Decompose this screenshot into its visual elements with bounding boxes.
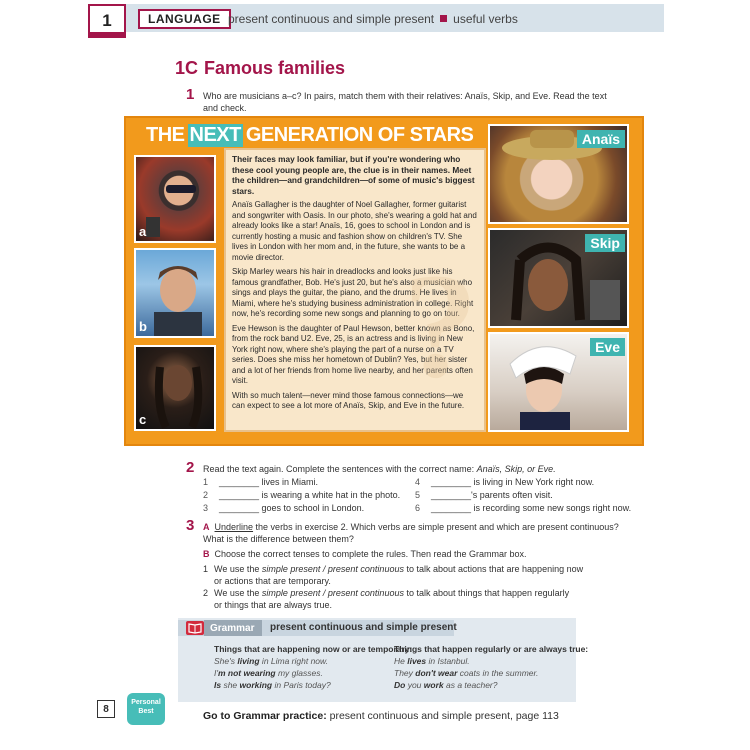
sentence-number: 3 <box>203 503 209 513</box>
exercise-2-names: Anaïs, Skip, or Eve. <box>476 464 556 474</box>
topic-1: present continuous and simple present <box>228 12 435 26</box>
example-text: you <box>405 680 424 690</box>
article-paragraph-3: Eve Hewson is the daughter of Paul Hewson, better known as Bono, from the rock band U2. Eve, 25, is an actress and is living in New York right now, where she's playing the part of a nurse on a TV series. Does she miss her hometown of Dublin? Yes, but her sister and a lot of her friends from home live nearby, and her parents often visit. <box>232 323 475 385</box>
grammar-example <box>214 668 323 678</box>
underline-word: Underline <box>214 522 254 532</box>
header-topics <box>228 12 518 26</box>
page-number: 8 <box>97 700 115 718</box>
article-paragraph-2: Skip Marley wears his hair in dreadlocks and looks just like his famous grandfather, Bob. He's just 20, but he's also a musician who sings and plays the guitar, the piano, and the drums. He lives in Miami, where he's studying business administration in college. Right now, he's recording some new songs and planning to go on tour. <box>232 267 474 318</box>
exercise-3a-line2: What is the difference between them? <box>203 534 354 544</box>
practice-text: present continuous and simple present, page 113 <box>326 710 559 722</box>
unit-number-text: 1 <box>102 11 112 30</box>
example-text: in Lima right now. <box>259 656 329 666</box>
rule-1-line2: or actions that are temporary. <box>214 576 331 586</box>
exercise-3a <box>203 521 619 533</box>
grammar-example <box>394 656 470 666</box>
rule-1[interactable] <box>203 563 583 575</box>
grammar-topic: present continuous and simple present <box>270 622 457 633</box>
book-glyph <box>186 621 204 635</box>
photo-c <box>134 345 216 431</box>
sentence-2[interactable] <box>203 490 400 500</box>
exercise-1-number: 1 <box>186 86 195 103</box>
square-bullet-icon <box>440 15 447 22</box>
exercise-3a-text: the verbs in exercise 2. Which verbs are simple present and which are present continuous? <box>253 522 619 532</box>
exercise-3b-label: B <box>203 549 210 559</box>
noel-portrait-icon <box>136 250 216 338</box>
grammar-col1-heading: Things that are happening now or are temporary: <box>214 644 413 654</box>
example-verb: Is <box>214 680 222 690</box>
rule-number: 2 <box>203 588 209 598</box>
grammar-example <box>394 680 498 690</box>
exercise-3a-label: A <box>203 522 210 532</box>
exercise-2-number: 2 <box>186 459 195 476</box>
headline-pre: THE <box>146 123 185 146</box>
example-verb: living <box>237 656 260 666</box>
sentence-text: ________ is recording some new songs right now. <box>431 503 632 513</box>
book-icon <box>186 621 204 635</box>
sentence-3[interactable] <box>203 503 364 513</box>
exercise-3b <box>203 548 527 560</box>
article-paragraph-1: Anaïs Gallagher is the daughter of Noel Gallagher, former guitarist and songwriter with Oasis. In our photo, she's wearing a gold hat and already looks like a star! Anaïs, 16, goes to school in London and is currently hosting a music and fashion show on children's TV. She lives in London with her mom and, in the future, she wants to be a movie director. <box>232 200 477 262</box>
sentence-text: ________ is living in New York right now. <box>431 477 595 487</box>
rule-options: simple present / present continuous <box>261 588 404 598</box>
sentence-number: 6 <box>415 503 421 513</box>
rule-text: to talk about actions that are happening now <box>403 564 584 574</box>
personal-best-badge[interactable] <box>127 693 165 725</box>
grammar-example <box>394 668 538 678</box>
sentence-text: ________ lives in Miami. <box>219 477 319 487</box>
bono-sunglasses-icon <box>136 157 216 243</box>
sentence-6[interactable] <box>415 503 631 513</box>
unit-tab-stripe <box>88 32 126 38</box>
photo-label-a: a <box>139 224 147 239</box>
sentence-text: ________'s parents often visit. <box>431 490 553 500</box>
article-headline <box>146 122 473 148</box>
grammar-example <box>214 656 328 666</box>
photo-label-c: c <box>139 412 147 427</box>
sentence-number: 2 <box>203 490 209 500</box>
grammar-example <box>214 680 331 690</box>
sentence-text: ________ is wearing a white hat in the photo. <box>219 490 401 500</box>
exercise-2-instruction <box>203 463 556 475</box>
example-verb: working <box>239 680 273 690</box>
rule-text: We use the <box>214 588 262 598</box>
badge-line-1: Personal <box>131 699 161 706</box>
grammar-practice-link[interactable] <box>203 710 559 722</box>
rule-2[interactable] <box>203 587 569 599</box>
example-text: as a teacher? <box>443 680 498 690</box>
grammar-label: Grammar <box>204 620 262 636</box>
example-text: in Istanbul. <box>426 656 470 666</box>
article-lead: Their faces may look familiar, but if you're wondering who these cool young people are, the clue is in their names. Meet the children—and grandchildren—of some of music's biggest stars. <box>232 154 475 196</box>
lesson-title: Famous families <box>204 58 346 78</box>
exercise-3b-text: Choose the correct tenses to complete the rules. Then read the Grammar box. <box>214 549 527 559</box>
grammar-col2-heading: Things that happen regularly or are always true: <box>394 644 589 654</box>
rule-options: simple present / present continuous <box>261 564 404 574</box>
lesson-code: 1C <box>175 58 199 78</box>
section-label: LANGUAGE <box>138 9 231 29</box>
example-text: He <box>394 656 408 666</box>
sentence-text: ________ goes to school in London. <box>219 503 365 513</box>
example-text: She's <box>214 656 238 666</box>
example-text: coats in the summer. <box>457 668 539 678</box>
sentence-number: 4 <box>415 477 421 487</box>
photo-b <box>134 248 216 338</box>
topic-2: useful verbs <box>453 12 518 26</box>
exercise-2-instruction-text: Read the text again. Complete the sentences with the correct name: <box>203 464 477 474</box>
sentence-4[interactable] <box>415 477 594 487</box>
rule-2-line2: or things that are always true. <box>214 600 333 610</box>
sentence-5[interactable] <box>415 490 553 500</box>
example-text: she <box>221 680 240 690</box>
rule-text: to talk about things that happen regularly <box>403 588 570 598</box>
name-badge-anais: Anaïs <box>577 130 625 148</box>
photo-eve <box>488 332 629 432</box>
badge-line-2: Best <box>138 708 154 715</box>
sentence-number: 1 <box>203 477 209 487</box>
photo-a <box>134 155 216 243</box>
sentence-1[interactable] <box>203 477 318 487</box>
photo-anais <box>488 124 629 224</box>
bob-marley-portrait-icon <box>136 347 216 431</box>
article-paragraph-4: With so much talent—never mind those famous connections—we can expect to see a lot more of Anaïs, Skip, and Eve in the future. <box>232 390 465 410</box>
headline-post: GENERATION OF STARS <box>245 123 474 146</box>
decorative-quote-mark-icon: ? <box>403 243 478 409</box>
article-text-box <box>224 148 486 432</box>
example-text: in Paris today? <box>272 680 331 690</box>
name-badge-eve: Eve <box>590 338 625 356</box>
exercise-1-text: Who are musicians a–c? In pairs, match them with their relatives: Anaïs, Skip, and Eve. Read the text and check. <box>203 91 607 113</box>
example-text: They <box>394 668 416 678</box>
example-verb: Do <box>394 680 406 690</box>
practice-label: Go to Grammar practice: <box>203 710 327 722</box>
headline-next: NEXT <box>189 123 241 146</box>
photo-label-b: b <box>139 319 147 334</box>
example-text: my glasses. <box>275 668 323 678</box>
example-verb: lives <box>407 656 427 666</box>
example-text: I' <box>214 668 218 678</box>
rule-number: 1 <box>203 564 209 574</box>
rule-text: We use the <box>214 564 262 574</box>
sentence-number: 5 <box>415 490 421 500</box>
name-badge-skip: Skip <box>585 234 625 252</box>
photo-skip <box>488 228 629 328</box>
example-verb: work <box>423 680 444 690</box>
example-verb: m not wearing <box>217 668 276 678</box>
example-verb: don't wear <box>415 668 458 678</box>
exercise-3-number: 3 <box>186 517 195 534</box>
